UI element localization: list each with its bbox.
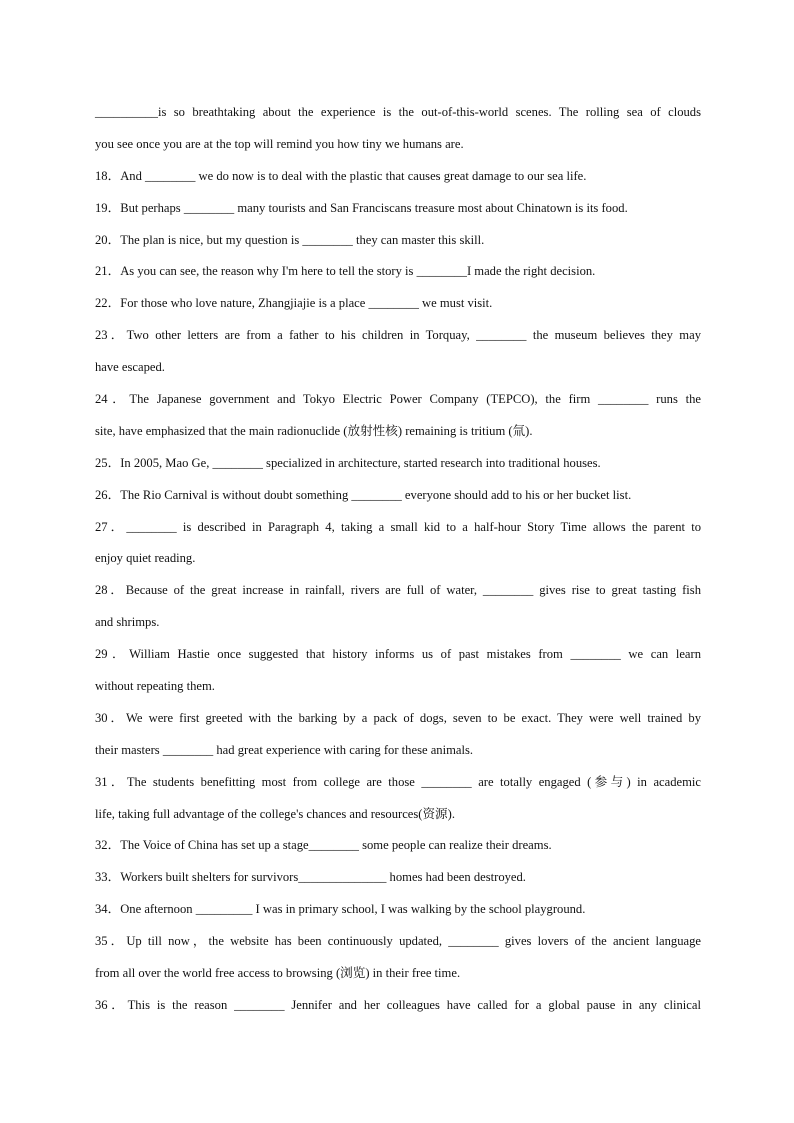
text-line: 24．The Japanese government and Tokyo Electric Power Company (TEPCO), the firm ________ runs the — [95, 392, 701, 407]
text-line: from all over the world free access to browsing (浏览) in their free time. — [95, 966, 461, 981]
text-line: 23．Two other letters are from a father to his children in Torquay, ________ the museum believes they may — [95, 328, 701, 343]
text-line: 21．As you can see, the reason why I'm here to tell the story is ________I made the right decision. — [95, 264, 596, 279]
text-line: __________is so breathtaking about the experience is the out-of-this-world scenes. The rolling sea of clouds — [95, 105, 701, 119]
text-line: 30．We were first greeted with the barking by a pack of dogs, seven to be exact. They were well trained by — [95, 710, 701, 725]
text-line: 34．One afternoon _________ I was in primary school, I was walking by the school playground. — [95, 902, 586, 917]
text-line: 33．Workers built shelters for survivors______________ homes had been destroyed. — [95, 870, 526, 885]
text-line: without repeating them. — [95, 679, 215, 694]
text-line: 36．This is the reason ________ Jennifer and her colleagues have called for a global pause in any clinical — [95, 997, 701, 1012]
text-line: 20．The plan is nice, but my question is ________ they can master this skill. — [95, 232, 485, 247]
text-line: 18．And ________ we do now is to deal with the plastic that causes great damage to our sea life. — [95, 168, 587, 183]
text-line: site, have emphasized that the main radionuclide (放射性核) remaining is tritium (氚). — [95, 423, 533, 438]
text-line: enjoy quiet reading. — [95, 551, 196, 566]
text-line: and shrimps. — [95, 615, 160, 630]
text-line: 22．For those who love nature, Zhangjiajie is a place ________ we must visit. — [95, 296, 493, 311]
text-line: you see once you are at the top will remind you how tiny we humans are. — [95, 136, 464, 151]
text-line: 27．________ is described in Paragraph 4, taking a small kid to a half-hour Story Time allows the parent to — [95, 519, 701, 534]
text-line: 28．Because of the great increase in rainfall, rivers are full of water, ________ gives rise to great tasting fish — [95, 583, 701, 598]
text-line: 32．The Voice of China has set up a stage________ some people can realize their dreams. — [95, 838, 552, 853]
text-line: 29．William Hastie once suggested that history informs us of past mistakes from ________ we can learn — [95, 647, 701, 662]
text-line: 31．The students benefitting most from college are those ________ are totally engaged (参与) in academic — [95, 774, 701, 789]
text-line: 25．In 2005, Mao Ge, ________ specialized in architecture, started research into traditional houses. — [95, 455, 601, 470]
text-line: their masters ________ had great experience with caring for these animals. — [95, 742, 474, 757]
text-line: 19．But perhaps ________ many tourists and San Franciscans treasure most about Chinatown is its food. — [95, 200, 628, 215]
text-line: life, taking full advantage of the college's chances and resources(资源). — [95, 806, 455, 821]
text-line: 26．The Rio Carnival is without doubt something ________ everyone should add to his or her bucket list. — [95, 487, 632, 502]
exercise-text-body — [95, 97, 701, 1022]
text-line: have escaped. — [95, 360, 165, 375]
text-line: 35．Up till now，the website has been continuously updated, ________ gives lovers of the ancient language — [95, 934, 701, 949]
